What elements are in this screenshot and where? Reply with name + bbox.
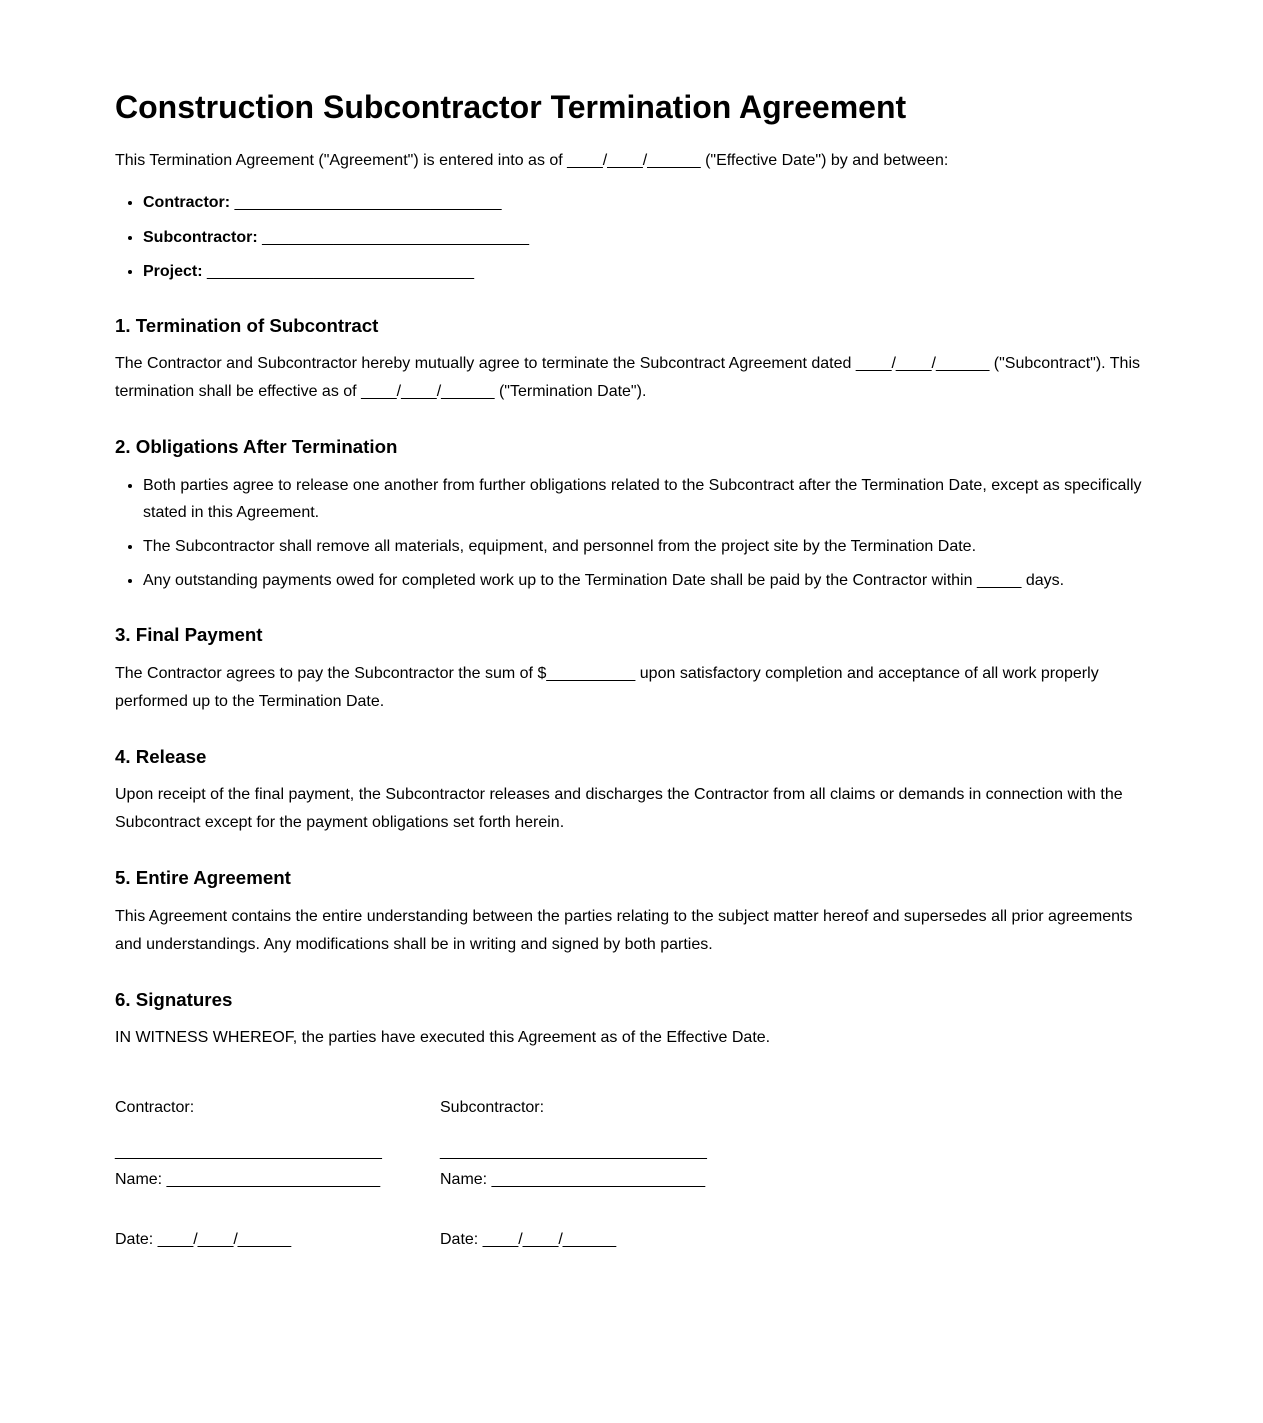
- contractor-name-blank[interactable]: ________________________: [166, 1170, 381, 1188]
- party-label-project: Project:: [143, 262, 203, 280]
- subcontractor-date-blank[interactable]: ____/____/______: [482, 1230, 617, 1248]
- section-heading-termination: 1. Termination of Subcontract: [115, 314, 379, 336]
- section-release: [115, 745, 1145, 837]
- contractor-name-label: Name:: [115, 1170, 163, 1188]
- intro-paragraph: This Termination Agreement ("Agreement") is entered into as of ____/____/______ ("Effective Date") by and between:: [115, 152, 949, 170]
- party-item-project: [143, 258, 1145, 285]
- contractor-date-blank[interactable]: ____/____/______: [157, 1230, 292, 1248]
- section-termination-of-subcontract: [115, 314, 1145, 406]
- subcontractor-name-label: Name:: [440, 1170, 488, 1188]
- section-heading-release: 4. Release: [115, 745, 207, 767]
- section-heading-entire-agreement: 5. Entire Agreement: [115, 867, 291, 889]
- obligation-item-removal: • The Subcontractor shall remove all materials, equipment, and personnel from the project site by the Termination Date.: [143, 533, 1145, 560]
- contractor-signature-column: [115, 1094, 440, 1254]
- signature-block: [115, 1094, 1145, 1254]
- section-signatures: [115, 988, 1145, 1052]
- page-title: Construction Subcontractor Termination Agreement: [115, 89, 907, 125]
- section-body-final-payment: The Contractor agrees to pay the Subcontractor the sum of $__________ upon satisfactory completion and acceptance of all work properly performed up to the Termination Date.: [115, 664, 1099, 710]
- section-heading-signatures: 6. Signatures: [115, 988, 233, 1010]
- subcontractor-signature-column: [440, 1094, 765, 1254]
- subcontractor-name-blank[interactable]: ________________________: [491, 1170, 706, 1188]
- party-item-subcontractor: [143, 224, 1145, 251]
- obligation-item-payments: • Any outstanding payments owed for completed work up to the Termination Date shall be paid by the Contractor within _____ days.: [143, 567, 1145, 594]
- section-final-payment: [115, 623, 1145, 715]
- subcontractor-date-label: Date:: [440, 1230, 479, 1248]
- section-body-release: Upon receipt of the final payment, the Subcontractor releases and discharges the Contractor from all claims or demands in connection with the Subcontract except for the payment obligations set forth herein.: [115, 786, 1123, 832]
- section-body-entire-agreement: This Agreement contains the entire understanding between the parties relating to the subject matter hereof and supersedes all prior agreements and understandings. Any modifications shall be in writing and signed by both parties.: [115, 907, 1133, 953]
- section-body-termination: The Contractor and Subcontractor hereby mutually agree to terminate the Subcontract Agreement dated ____/____/______ ("Subcontract"). This termination shall be effective as of ____/____/______ ("Termination Date").: [115, 355, 1141, 401]
- party-label-contractor: Contractor:: [143, 194, 231, 212]
- party-blank-contractor[interactable]: ______________________________: [234, 194, 502, 212]
- contractor-date-label: Date:: [115, 1230, 154, 1248]
- contractor-signature-line[interactable]: ______________________________: [115, 1142, 382, 1160]
- section-heading-obligations: 2. Obligations After Termination: [115, 436, 398, 458]
- party-item-contractor: [143, 189, 1145, 216]
- subcontractor-signature-line[interactable]: ______________________________: [440, 1142, 707, 1160]
- section-entire-agreement: [115, 866, 1145, 958]
- section-heading-final-payment: 3. Final Payment: [115, 624, 263, 646]
- party-list: [115, 189, 1145, 285]
- contractor-signature-label: Contractor:: [115, 1098, 195, 1116]
- party-blank-project[interactable]: ______________________________: [207, 262, 474, 280]
- obligation-item-release: • Both parties agree to release one another from further obligations related to the Subcontract after the Termination Date, except as specifically stated in this Agreement.: [143, 472, 1145, 526]
- obligation-list: [115, 472, 1145, 595]
- section-obligations-after-termination: [115, 435, 1145, 594]
- section-body-signatures: IN WITNESS WHEREOF, the parties have executed this Agreement as of the Effective Date.: [115, 1028, 771, 1046]
- party-label-subcontractor: Subcontractor:: [143, 228, 258, 246]
- party-blank-subcontractor[interactable]: ______________________________: [262, 228, 530, 246]
- subcontractor-signature-label: Subcontractor:: [440, 1098, 545, 1116]
